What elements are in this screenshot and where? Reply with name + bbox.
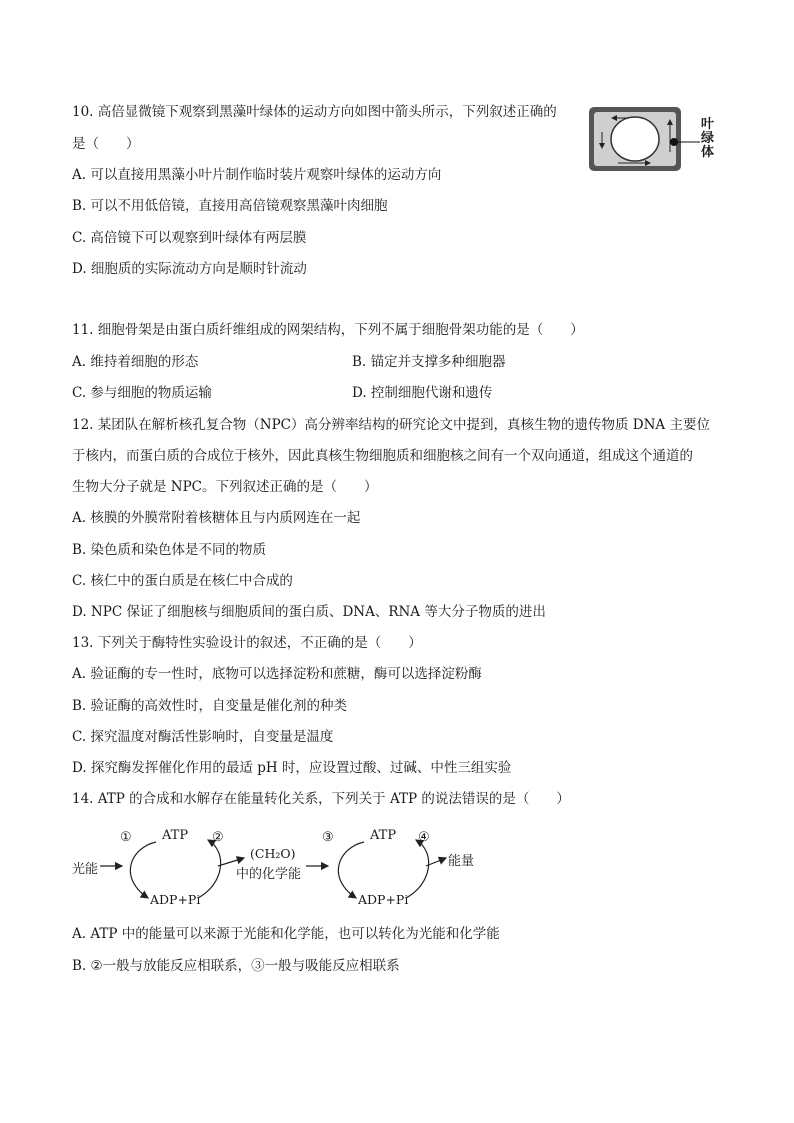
q10-option-a: A. 可以直接用黑藻小叶片制作临时装片观察叶绿体的运动方向 — [72, 167, 442, 183]
q13-option-a: A. 验证酶的专一性时，底物可以选择淀粉和蔗糖，酶可以选择淀粉酶 — [72, 666, 482, 682]
q10-stem-line2: 是（ ） — [72, 136, 140, 152]
q10-option-d: D. 细胞质的实际流动方向是顺时针流动 — [72, 261, 307, 277]
q10-stem-line1: 10. 高倍显微镜下观察到黑藻叶绿体的运动方向如图中箭头所示，下列叙述正确的 — [72, 104, 557, 120]
q10-option-b: B. 可以不用低倍镜，直接用高倍镜观察黑藻叶肉细胞 — [72, 198, 388, 214]
chemical-energy-label: 中的化学能 — [236, 867, 302, 882]
q12-stem-line1: 12. 某团队在解析核孔复合物（NPC）高分辨率结构的研究论文中提到，真核生物的遗传物质 DNA 主要位 — [72, 417, 710, 433]
q11-option-c: C. 参与细胞的物质运输 — [72, 385, 212, 401]
cycle1-right-arc — [198, 840, 221, 898]
q11-option-b: B. 锚定并支撑多种细胞器 — [352, 354, 506, 370]
chloroplast-label: 叶绿体 — [701, 117, 715, 160]
vacuole — [611, 117, 659, 161]
circle-1-label: ① — [120, 830, 132, 845]
q11-stem: 11. 细胞骨架是由蛋白质纤维组成的网架结构，下列不属于细胞骨架功能的是（ ） — [72, 322, 584, 338]
circle-3-label: ③ — [322, 830, 334, 845]
q13-stem: 13. 下列关于酶特性实验设计的叙述，不正确的是（ ） — [72, 635, 422, 651]
energy-label: 能量 — [448, 854, 475, 869]
cycle1-left-arc — [130, 842, 156, 898]
circle-4-label: ④ — [418, 830, 430, 845]
light-energy-label: 光能 — [72, 862, 99, 877]
q12-option-c: C. 核仁中的蛋白质是在核仁中合成的 — [72, 573, 293, 589]
q13-option-d: D. 探究酶发挥催化作用的最适 pH 时，应设置过酸、过碱、中性三组实验 — [72, 760, 512, 776]
q14-option-b: B. ②一般与放能反应相联系，③一般与吸能反应相联系 — [72, 958, 400, 974]
q11-option-a: A. 维持着细胞的形态 — [72, 354, 199, 370]
q14-option-a: A. ATP 中的能量可以来源于光能和化学能，也可以转化为光能和化学能 — [72, 926, 500, 942]
atp-cycle-diagram — [72, 822, 522, 912]
q11-option-d: D. 控制细胞代谢和遗传 — [352, 385, 493, 401]
q12-option-b: B. 染色质和染色体是不同的物质 — [72, 542, 267, 558]
circle-2-label: ② — [212, 830, 224, 845]
q13-option-c: C. 探究温度对酶活性影响时，自变量是温度 — [72, 729, 334, 745]
q10-option-c: C. 高倍镜下可以观察到叶绿体有两层膜 — [72, 230, 307, 246]
ch2o-label: (CH₂O) — [250, 846, 296, 861]
q12-stem-line2: 于核内，而蛋白质的合成位于核外，因此真核生物细胞质和细胞核之间有一个双向通道，组成这个通道的 — [72, 448, 693, 464]
adp-label-2: ADP+Pi — [358, 892, 409, 907]
atp-label-2: ATP — [370, 828, 397, 843]
q13-option-b: B. 验证酶的高效性时，自变量是催化剂的种类 — [72, 698, 348, 714]
cycle2-left-arc — [338, 842, 364, 898]
atp-label-1: ATP — [162, 828, 189, 843]
q12-stem-line3: 生物大分子就是 NPC。下列叙述正确的是（ ） — [72, 479, 378, 495]
q12-option-d: D. NPC 保证了细胞核与细胞质间的蛋白质、DNA、RNA 等大分子物质的进出 — [72, 604, 546, 620]
adp-label-1: ADP+Pi — [150, 892, 201, 907]
q12-option-a: A. 核膜的外膜常附着核糖体且与内质网连在一起 — [72, 510, 361, 526]
chloroplast-dot — [670, 138, 678, 146]
cycle2-right-arc — [406, 840, 429, 898]
chloroplast-cell-figure — [588, 106, 728, 172]
q14-stem: 14. ATP 的合成和水解存在能量转化关系，下列关于 ATP 的说法错误的是（ ） — [72, 791, 570, 807]
